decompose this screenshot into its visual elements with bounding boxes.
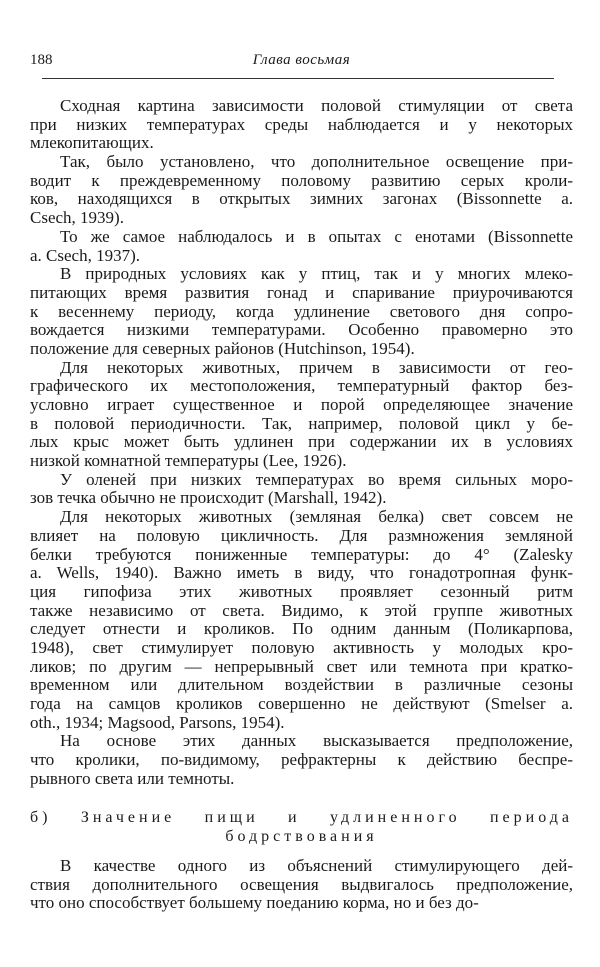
text-line: питающих время развития гонад и спаривание приурочиваются xyxy=(30,282,573,302)
text-line: в половой периодичности. Так, например, половой цикл у бе- xyxy=(30,413,573,433)
section-heading-line-2: бодрствования xyxy=(225,828,378,845)
text-line: белки требуются пониженные температуры: до 4° (Zalesky xyxy=(30,544,573,564)
text-line: млекопитающих. xyxy=(30,133,154,153)
page-header xyxy=(30,52,573,72)
text-line: Для некоторых животных, причем в зависимости от гео- xyxy=(60,357,573,377)
text-line: a. Csech, 1937). xyxy=(30,245,141,265)
text-line: 1948), свет стимулирует половую активность у молодых кро- xyxy=(30,637,573,657)
body-text-bottom xyxy=(30,857,573,913)
paragraph xyxy=(30,359,573,471)
text-line: рывного света или темноты. xyxy=(30,768,235,788)
running-head: Глава восьмая xyxy=(252,52,351,68)
text-line: У оленей при низких температурах во время сильных моро- xyxy=(60,469,573,489)
paragraph xyxy=(30,97,573,153)
text-line: графического их местоположения, температурный фактор без- xyxy=(30,376,573,396)
text-line: Csech, 1939). xyxy=(30,208,124,228)
text-line: Сходная картина зависимости половой стимуляции от света xyxy=(60,96,573,115)
paragraph xyxy=(30,857,573,913)
text-line: к весеннему периоду, когда удлинение светового дня сопро- xyxy=(30,301,573,321)
text-line: года на самцов кроликов совершенно не действуют (Smelser a. xyxy=(30,694,573,713)
text-line: На основе этих данных высказывается предположение, xyxy=(60,731,573,751)
text-line: также независимо от света. Видимо, к этой группе животных xyxy=(30,600,573,620)
text-line: ция гипофиза этих животных проявляет сезонный ритм xyxy=(30,581,573,601)
text-line: ков, находящихся в открытых зимних загонах (Bissonnette a. xyxy=(30,189,573,209)
paragraph xyxy=(30,228,573,265)
text-line: лых крыс может быть удлинен при содержании их в условиях xyxy=(30,432,573,452)
section-heading xyxy=(30,808,573,846)
text-line: ликов; по другим — непрерывный свет или темнота при кратко- xyxy=(30,656,573,676)
paragraph xyxy=(30,471,573,508)
text-line: при низких температурах среды наблюдается и у некоторых xyxy=(30,114,573,134)
page-number: 188 xyxy=(30,52,53,68)
text-line: oth., 1934; Magsood, Parsons, 1954). xyxy=(30,712,285,732)
text-line: положение для северных районов (Hutchinson, 1954). xyxy=(30,338,415,358)
text-line: ствия дополнительного освещения выдвигалось предположение, xyxy=(30,874,573,894)
text-line: что оно способствует большему поеданию корма, но и без до- xyxy=(30,893,479,913)
text-line: зов течка обычно не происходит (Marshall, 1942). xyxy=(30,488,387,508)
paragraph xyxy=(30,153,573,228)
text-line: Так, было установлено, что дополнительное освещение при- xyxy=(60,152,573,172)
text-line: вождается низкими температурами. Особенно правомерно это xyxy=(30,320,573,340)
text-line: временном или длительном воздействии в различные сезоны xyxy=(30,675,573,695)
section-heading-line-1: б) Значение пищи и удлиненного периода xyxy=(30,809,573,826)
text-line: что кролики, по-видимому, рефрактерны к действию беспре- xyxy=(30,750,573,770)
text-line: В природных условиях как у птиц, так и у многих млеко- xyxy=(60,264,573,284)
text-line: a. Wells, 1940). Важно иметь в виду, что гонадотропная функ- xyxy=(30,563,573,583)
header-rule xyxy=(42,78,554,79)
paragraph xyxy=(30,732,573,788)
text-line: То же самое наблюдалось и в опытах с енотами (Bissonnette xyxy=(60,226,573,246)
text-line: Для некоторых животных (земляная белка) свет совсем не xyxy=(60,507,573,527)
paragraph xyxy=(30,265,573,358)
body-text-top xyxy=(30,97,573,788)
text-line: В качестве одного из объяснений стимулирующего дей- xyxy=(60,856,573,875)
text-line: водит к преждевременному половому развитию серых кроли- xyxy=(30,170,573,190)
paragraph xyxy=(30,508,573,732)
text-line: влияет на половую цикличность. Для размножения земляной xyxy=(30,525,573,545)
text-line: следует отнести и кроликов. По одним данным (Поликарпова, xyxy=(30,619,573,639)
text-line: условно играет существенное и порой определяющее значение xyxy=(30,395,573,414)
text-line: низкой комнатной температуры (Lee, 1926). xyxy=(30,451,347,471)
